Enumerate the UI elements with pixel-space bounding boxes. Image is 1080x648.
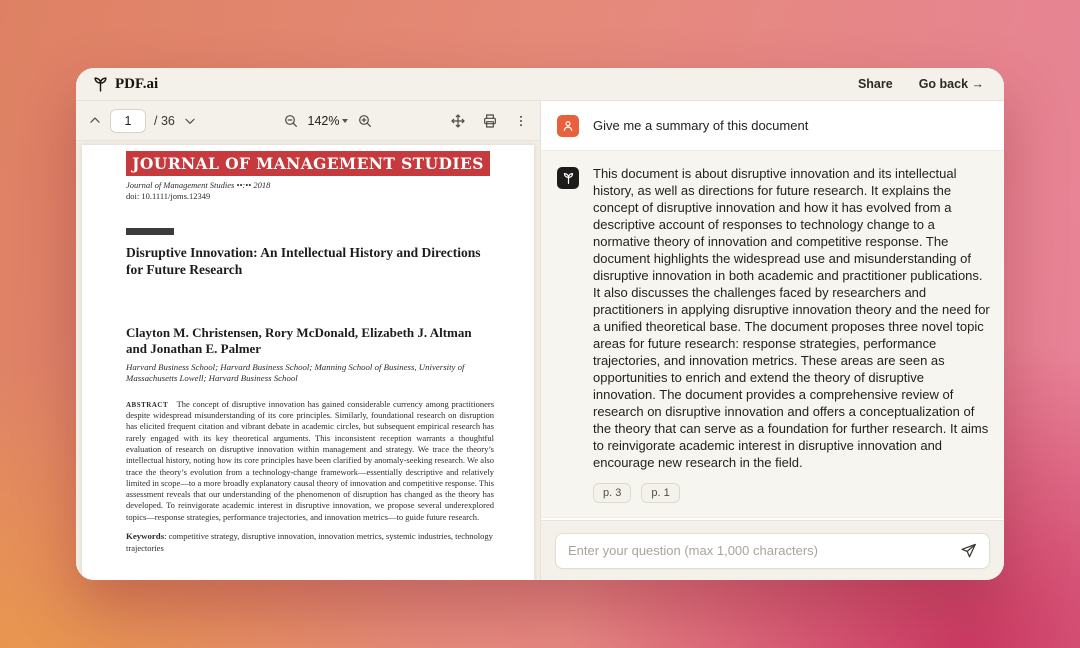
app-body xyxy=(76,101,1004,580)
keywords-label: Keywords xyxy=(126,531,165,542)
pdf-page xyxy=(82,145,534,580)
abstract-label: ABSTRACT xyxy=(126,400,169,409)
share-button[interactable]: Share xyxy=(857,77,893,91)
zoom-out-icon[interactable] xyxy=(283,113,299,129)
user-message xyxy=(541,101,1004,151)
chevron-down-icon[interactable] xyxy=(183,114,197,128)
doi-line: doi: 10.1111/joms.12349 xyxy=(126,190,211,201)
kebab-menu-icon[interactable] xyxy=(514,113,528,129)
page-reference-badge[interactable]: p. 1 xyxy=(641,483,679,503)
journal-banner: JOURNAL OF MANAGEMENT STUDIES xyxy=(126,151,490,176)
chevron-up-icon[interactable] xyxy=(88,114,102,128)
chat-pane xyxy=(540,101,1004,580)
assistant-message xyxy=(541,151,1004,518)
question-input[interactable] xyxy=(568,543,960,558)
paper-title: Disruptive Innovation: An Intellectual History and Directions for Future Research xyxy=(126,245,481,277)
paper-abstract xyxy=(126,399,494,523)
paper-affiliation: Harvard Business School; Harvard Business School; Manning School of Business, University of Massachusetts Lowell; Harvard Business School xyxy=(126,361,465,384)
chat-input-bar xyxy=(541,520,1004,580)
header-actions xyxy=(858,77,984,91)
journal-citation-line: Journal of Management Studies ••:•• 2018 xyxy=(126,180,271,190)
page-reference-badge[interactable]: p. 3 xyxy=(593,483,631,503)
assistant-avatar-pdfai-plant-icon xyxy=(557,167,579,189)
pan-move-icon[interactable] xyxy=(450,113,466,129)
tool-actions xyxy=(418,113,528,129)
paper-authors: Clayton M. Christensen, Rory McDonald, Elizabeth J. Altman and Jonathan E. Palmer xyxy=(126,325,472,357)
user-avatar xyxy=(557,115,579,137)
page-total-label: / 36 xyxy=(154,113,175,128)
zoom-controls xyxy=(238,113,418,129)
assistant-message-body xyxy=(593,165,990,503)
zoom-level-dropdown[interactable] xyxy=(308,114,349,128)
page-number-input[interactable] xyxy=(110,109,146,133)
keywords-text: : competitive strategy, disruptive innovation, innovation metrics, systemic industries, technology trajectories xyxy=(126,531,493,553)
paper-plane-icon[interactable] xyxy=(960,542,977,559)
decorative-bar xyxy=(126,228,174,235)
printer-icon[interactable] xyxy=(482,113,498,129)
question-input-container xyxy=(555,533,990,569)
journal-meta xyxy=(126,180,490,201)
user-question-text: Give me a summary of this document xyxy=(593,118,809,133)
logo-text: PDF.ai xyxy=(115,75,159,92)
page-controls xyxy=(88,109,238,133)
app-header xyxy=(76,68,1004,101)
pdf-viewport[interactable] xyxy=(76,141,540,580)
page-reference-badges xyxy=(593,483,990,503)
zoom-level-value: 142% xyxy=(307,113,340,128)
go-back-button[interactable]: Go back → xyxy=(918,77,984,91)
pdfai-logo[interactable] xyxy=(92,76,158,93)
assistant-answer-text: This document is about disruptive innovation and its intellectual history, as well as directions for future research. It explains the concept of disruptive innovation and how it has evolved from a descriptive account of responses to technology change to a normative theory of innovation and competitive response. The document highlights the widespread use and misunderstanding of disruptive innovation in both academic and practitioner publications. It also discusses the challenges faced by researchers and practitioners in applying disruptive innovation theory and the need for a unified theoretical base. The document proposes three novel topic areas for future research: response strategies, performance trajectories, and innovation metrics. These areas are seen as opportunities to enrich and extend the theory of disruptive innovation. The document provides a comprehensive review of research on disruptive innovation and offers a conceptualization of the theory that can serve as a foundation for further research. It aims to reinvigorate academic interest in disruptive innovation and encourage new research in the field. xyxy=(593,166,990,470)
caret-down-icon xyxy=(342,119,348,123)
pdfai-plant-icon xyxy=(92,76,109,93)
pdfai-window xyxy=(76,68,1004,580)
zoom-in-icon[interactable] xyxy=(357,113,373,129)
abstract-text: The concept of disruptive innovation has gained considerable currency among practitioners despite widespread misunderstanding of its core principles. Similarly, foundational research on disruption has elicited frequent citation and vibrant debate in academic circles, but subsequent empirical research has rarely engaged with its key theoretical arguments. This inconsistent reception warrants a thoughtful evaluation of research on disruptive innovation within management and strategy. We trace the theory’s intellectual history, noting how its core principles have been clarified by anomaly-seeking research. We also trace the theory’s evolution from a technology-change framework—essentially descriptive and relatively limited in scope—to a more broadly explanatory causal theory of innovation and competitive response. This assessment reveals that our understanding of the phenomenon of disruption has changed as the theory has developed. To reinvigorate academic interest in disruptive innovation, we propose several underexplored topics—response strategies, performance trajectories, and innovation metrics—to guide future research. xyxy=(126,398,495,522)
paper-keywords xyxy=(126,531,494,554)
pdf-toolbar xyxy=(76,101,540,141)
pdf-pane xyxy=(76,101,540,580)
